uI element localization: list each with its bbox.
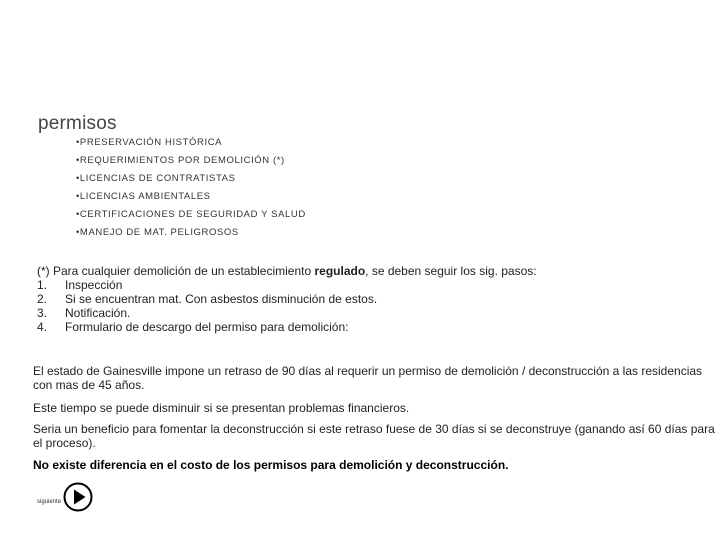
- step-number: 4.: [37, 320, 48, 334]
- step-item: [37, 320, 377, 334]
- next-button[interactable]: [37, 482, 93, 512]
- demolition-note: [37, 264, 537, 278]
- step-number: 3.: [37, 306, 48, 320]
- note-prefix: (*) Para cualquier demolición de un establecimiento: [37, 264, 315, 278]
- note-bold: regulado: [314, 264, 366, 278]
- step-number: 1.: [37, 278, 48, 292]
- benefit-paragraph: Seria un beneficio para fomentar la deconstrucción si este retraso fuese de 30 días si se deconstruye (ganando así 60 días para el proceso).: [33, 422, 715, 450]
- list-item: •LICENCIAS AMBIENTALES: [76, 191, 211, 202]
- step-text: Si se encuentran mat. Con asbestos disminución de estos.: [65, 292, 378, 306]
- list-item: •MANEJO DE MAT. PELIGROSOS: [76, 227, 239, 238]
- next-label: siguiente: [37, 499, 62, 505]
- step-number: 2.: [37, 292, 48, 306]
- step-item: [37, 278, 377, 292]
- play-circle-icon[interactable]: [63, 482, 93, 512]
- list-item: •LICENCIAS DE CONTRATISTAS: [76, 173, 236, 184]
- steps-list: [37, 278, 377, 334]
- cost-paragraph: No existe diferencia en el costo de los permisos para demolición y deconstrucción.: [33, 458, 509, 472]
- step-item: [37, 292, 377, 306]
- list-item: •REQUERIMIENTOS POR DEMOLICIÓN (*): [76, 155, 285, 166]
- page-title: permisos: [38, 113, 117, 134]
- step-text: Formulario de descargo del permiso para demolición:: [65, 320, 349, 334]
- delay-paragraph: El estado de Gainesville impone un retraso de 90 días al requerir un permiso de demolición / deconstrucción a las residencias con mas de 45 años.: [33, 364, 703, 392]
- list-item: •CERTIFICACIONES DE SEGURIDAD Y SALUD: [76, 209, 306, 220]
- step-text: Inspección: [65, 278, 123, 292]
- list-item: •PRESERVACIÓN HISTÓRICA: [76, 137, 223, 148]
- financial-paragraph: Este tiempo se puede disminuir si se presentan problemas financieros.: [33, 401, 410, 415]
- step-item: [37, 306, 377, 320]
- note-suffix: , se deben seguir los sig. pasos:: [365, 264, 537, 278]
- permit-list: [76, 137, 306, 245]
- step-text: Notificación.: [65, 306, 131, 320]
